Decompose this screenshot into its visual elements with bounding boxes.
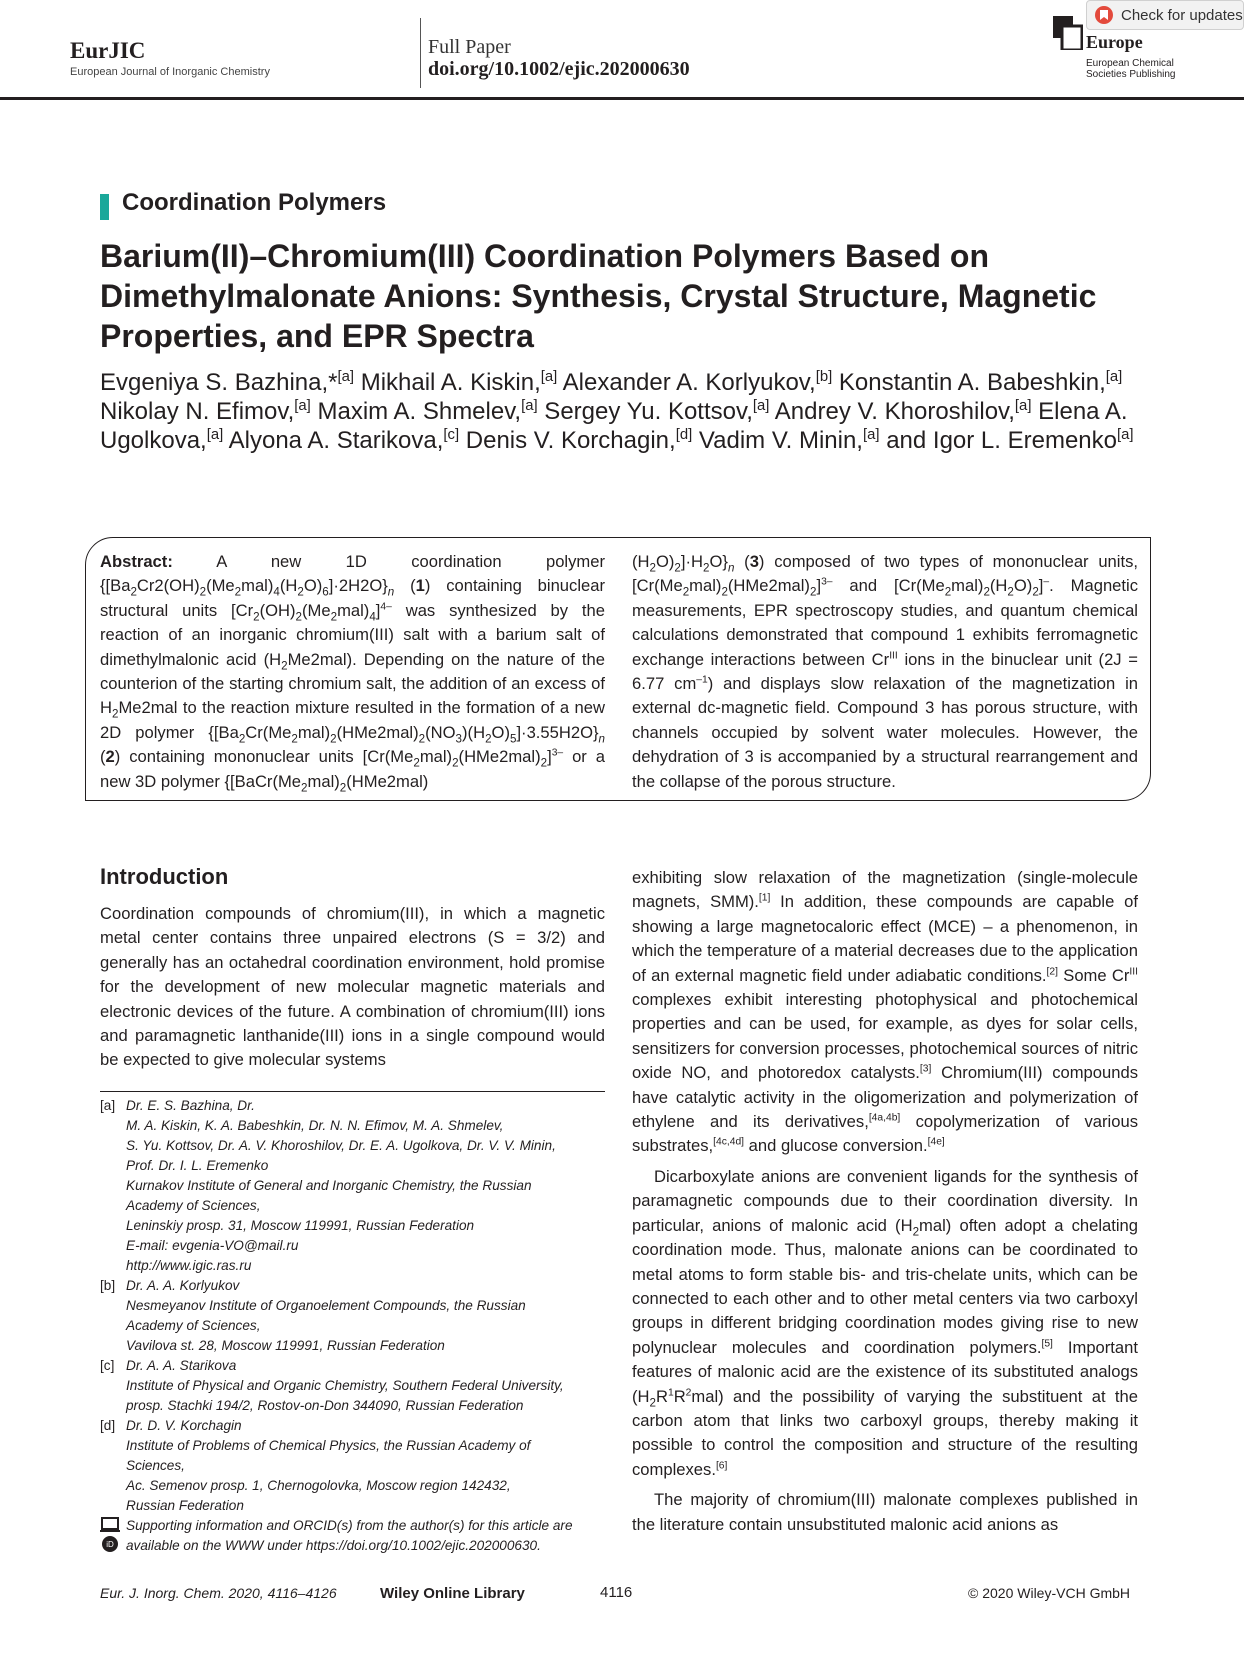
footnote-line: prosp. Stachki 194/2, Rostov-on-Don 344090, Russian Federation <box>126 1398 524 1413</box>
footnote-line: Dr. D. V. Korchagin <box>126 1418 242 1433</box>
page-number: 4116 <box>600 1584 633 1601</box>
article-category: Coordination Polymers <box>122 189 387 216</box>
supporting-info-icon <box>100 1516 126 1558</box>
footnote-a <box>100 1096 610 1276</box>
footnote-line: Institute of Physical and Organic Chemistry, Southern Federal University, <box>126 1378 564 1393</box>
abstract-text-right: $(H_2O)_2]\cdot H_2O\}_n$ (3) composed of two types of mononuclear units, $[Cr(Me_2mal)_2(HMe2mal)_2]^{3-}$ and $[Cr(Me_2mal)_2(H_2O)_2]^-$. Magnetic measurements, EPR spectroscopy studies, and quantum chemical calculations demonstrated that compound 1 exhibits ferromagnetic exchange interactions between $Cr^{III}$ ions in the binuclear unit (2J = 6.77 $cm^{-1}$) and displays slow relaxation of the magnetization in external dc-magnetic field. Compound 3 has porous structure, with channels occupied by solvent water molecules. However, the dehydration of 3 is accompanied by a structural rearrangement and the collapse of the porous structure. <box>632 552 1139 791</box>
abstract-text-left: Abstract: A new 1D coordination polymer $\{[Ba_2Cr2(OH)_2(Me_2mal)_4(H_2O)_6]\cdot 2H2O\}_n$ (1) containing binuclear structural units $[Cr_2(OH)_2(Me_2mal)_4]^{4-}$ was synthesized by the reaction of an inorganic chromium(III) salt with a barium salt of dimethylmalonic acid $(H_2Me2mal)$. Depending on the nature of the counterion of the starting chromium salt, the addition of an excess of $H_2Me2mal$ to the reaction mixture resulted in the formation of a new 2D polymer $\{[Ba_2Cr(Me_2mal)_2(HMe2mal)_2(NO_3)(H_2O)_5]\cdot 3.55H2O\}_n$ (2) containing mononuclear units $[Cr(Me_2mal)_2(HMe2mal)_2]^{3-}$ or a new 3D polymer {[$BaCr(Me_2mal)_2(HMe2mal)$ <box>100 552 605 794</box>
supporting-info-text <box>126 1516 573 1558</box>
footnote-d <box>100 1416 610 1516</box>
publisher-subtitle-line1: European Chemical <box>1086 58 1174 69</box>
footnote-line: Dr. A. A. Starikova <box>126 1358 237 1373</box>
footnote-tag: [c] <box>100 1358 115 1373</box>
footnote-line: Academy of Sciences, <box>126 1198 261 1213</box>
publisher-name: Europe <box>1086 32 1143 52</box>
footnote-line: Nesmeyanov Institute of Organoelement Compounds, the Russian <box>126 1298 526 1313</box>
wiley-online-library-link[interactable]: Wiley Online Library <box>380 1585 525 1602</box>
journal-full-name: European Journal of Inorganic Chemistry <box>70 66 270 78</box>
footnote-tag: [b] <box>100 1278 116 1293</box>
bookmark-icon <box>1095 6 1113 24</box>
footnote-line: Academy of Sciences, <box>126 1318 261 1333</box>
article-type: Full Paper <box>428 36 511 58</box>
author-list: Evgeniya S. Bazhina,*[a] Mikhail A. Kiskin,[a] Alexander A. Korlyukov,[b] Konstantin A. Babeshkin,[a] Nikolay N. Efimov,[a] Maxim A. Shmelev,[a] Sergey Yu. Kottsov,[a] Andrey V. Khoroshilov,[a] Elena A. Ugolkova,[a] Alyona A. Starikova,[c] Denis V. Korchagin,[d] Vadim V. Minin,[a] and Igor L. Eremenko[a] <box>100 369 1134 454</box>
supporting-info-line: Supporting information and ORCID(s) from the author(s) for this article are <box>126 1518 573 1533</box>
footnote-tag: [a] <box>100 1098 116 1113</box>
footnote-line: Russian Federation <box>126 1498 244 1513</box>
abstract-label: Abstract: <box>100 552 173 571</box>
footnote-rule <box>100 1091 605 1092</box>
chemistry-europe-logo-icon <box>1053 16 1083 50</box>
footnote-line: M. A. Kiskin, K. A. Babeshkin, Dr. N. N. Efimov, M. A. Shmelev, <box>126 1118 504 1133</box>
footnote-line: Sciences, <box>126 1458 185 1473</box>
article-title: Barium(II)–Chromium(III) Coordination Polymers Based on Dimethylmalonate Anions: Synthesis, Crystal Structure, Magnetic Properties, and EPR Spectra <box>100 238 1097 354</box>
footnote-tag: [d] <box>100 1418 116 1433</box>
footnote-body <box>126 1356 564 1416</box>
footnote-line: Institute of Problems of Chemical Physics, the Russian Academy of <box>126 1438 531 1453</box>
footnote-line[interactable]: E-mail: evgenia-VO@mail.ru <box>126 1238 299 1253</box>
affiliation-footnotes <box>100 1096 610 1558</box>
footnote-line: Vavilova st. 28, Moscow 119991, Russian Federation <box>126 1338 445 1353</box>
footnote-line: Prof. Dr. I. L. Eremenko <box>126 1158 269 1173</box>
body-column-left: Coordination compounds of chromium(III), in which a magnetic metal center contains three unpaired electrons (S = 3/2) and generally has an octahedral coordination environment, hold promise for the development of new molecular magnetic materials and electronic devices of the future. A combination of chromium(III) ions and paramagnetic lanthanide(III) ions in a single compound would be expected to give molecular systems <box>100 904 605 1070</box>
check-for-updates-label: Check for updates <box>1121 6 1243 24</box>
publisher-subtitle <box>1086 58 1176 80</box>
publisher-subtitle-line2: Societies Publishing <box>1086 69 1176 80</box>
svg-text:iD: iD <box>106 1540 114 1549</box>
header-rule <box>0 97 1244 100</box>
footnote-body <box>126 1096 556 1276</box>
footnote-line: Kurnakov Institute of General and Inorganic Chemistry, the Russian <box>126 1178 532 1193</box>
supporting-info-line: available on the WWW under https://doi.org/10.1002/ejic.202000630. <box>126 1538 541 1553</box>
footnote-body <box>126 1276 526 1356</box>
footnote-c <box>100 1356 610 1416</box>
footnote-body <box>126 1416 530 1516</box>
footnote-b <box>100 1276 610 1356</box>
footnote-line: Leninskiy prosp. 31, Moscow 119991, Russian Federation <box>126 1218 475 1233</box>
category-marker <box>100 194 109 220</box>
footnote-line: Ac. Semenov prosp. 1, Chernogolovka, Moscow region 142432, <box>126 1478 511 1493</box>
footer-copyright: © 2020 Wiley-VCH GmbH <box>968 1585 1131 1601</box>
footnote-line: Dr. A. A. Korlyukov <box>126 1278 240 1293</box>
footnote-line: S. Yu. Kottsov, Dr. A. V. Khoroshilov, Dr. E. A. Ugolkova, Dr. V. V. Minin, <box>126 1138 556 1153</box>
supporting-information-note <box>100 1516 610 1558</box>
journal-abbreviation: EurJIC <box>70 38 146 63</box>
check-for-updates-button[interactable] <box>1086 0 1244 30</box>
footnote-line: Dr. E. S. Bazhina, Dr. <box>126 1098 255 1113</box>
section-heading-introduction: Introduction <box>100 864 229 889</box>
footnote-line[interactable]: http://www.igic.ras.ru <box>126 1258 252 1273</box>
header-divider <box>420 18 421 88</box>
body-column-right: exhibiting slow relaxation of the magnetization (single-molecule magnets, SMM).[1] In addition, these compounds are capable of showing a large magnetocaloric effect (MCE) – a phenomenon, in which the temperature of a material decreases due to the application of an external magnetic field under adiabatic conditions.[2] Some $Cr^{III}$ complexes exhibit interesting photophysical and photochemical properties and can be used, for example, as dyes for solar cells, sensitizers for conversion processes, photochemical sources of nitric oxide NO, and photoredox catalysts.[3] Chromium(III) compounds have catalytic activity in the oligomerization and polymerization of ethylene and its derivatives,[4a,4b] copolymerization of various substrates,[4c,4d] and glucose conversion.[4e] Dicarboxylate anions are convenient ligands for the synthesis of paramagnetic compounds due to their coordination diversity. In particular, anions of malonic acid $(H_2mal)$ often adopt a chelating coordination mode. Thus, malonate anions can be coordinated to metal atoms to form stable bis- and tris-chelate units, which can be connected to each other and to other metal centers via two carboxyl groups in different bridging coordination modes giving rise to new polynuclear molecules and coordination polymers.[5] Important features of malonic acid are the existence of its substituted analogs $(H_2R^1R^2mal)$ and the possibility of varying the substituent at the carbon atom that links two carboxyl groups, thereby making it possible to control the composition and structure of the resulting complexes.[6] The majority of chromium(III) malonate complexes published in the literature contain unsubstituted malonic acid anions as <box>632 868 1139 1534</box>
article-doi[interactable]: doi.org/10.1002/ejic.202000630 <box>428 58 690 80</box>
footer-citation: Eur. J. Inorg. Chem. 2020, 4116–4126 <box>100 1585 337 1601</box>
